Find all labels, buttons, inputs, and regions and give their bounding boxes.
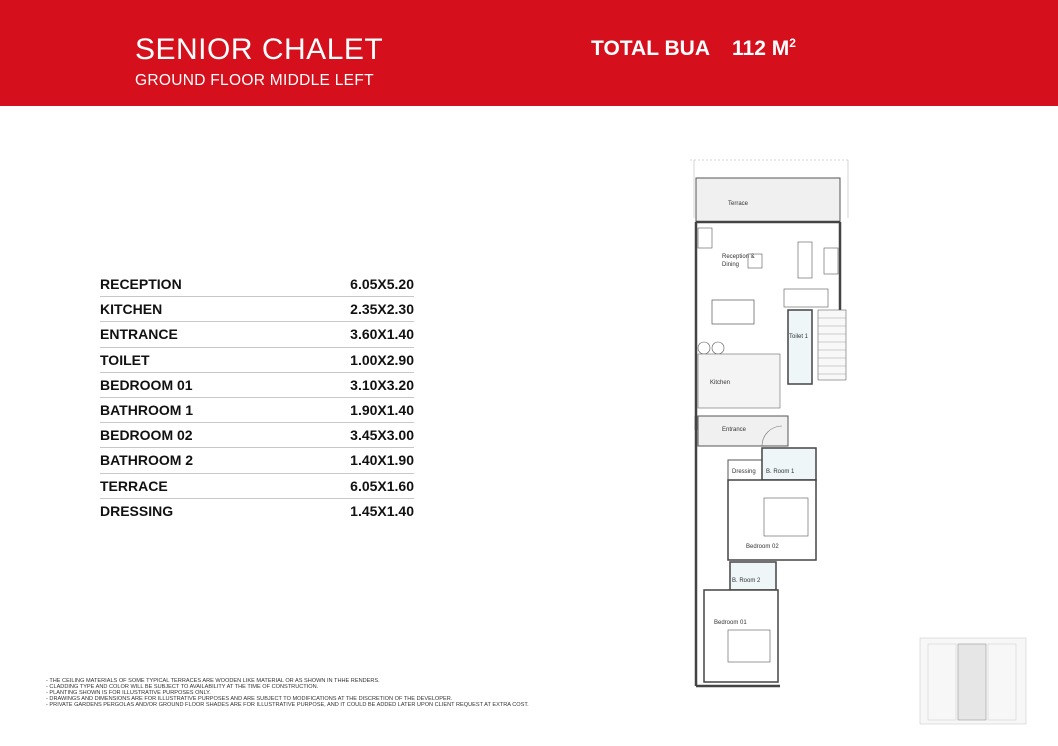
room-name: BEDROOM 02 xyxy=(100,427,193,444)
plan-label-dressing: Dressing xyxy=(732,469,756,475)
toilet-area xyxy=(788,310,812,384)
room-row xyxy=(100,398,414,423)
plan-label-broom1: B. Room 1 xyxy=(766,469,795,475)
disclaimer-notes xyxy=(46,678,529,708)
note-line: - PRIVATE GARDENS PERGOLAS AND/OR GROUND FLOOR SHADES ARE FOR ILLUSTRATIVE PURPOSE, AND IT COULD BE ADDED LATER UPON CLIENT REQUEST AT EXTRA COST. xyxy=(46,702,529,709)
floor-plan-drawing xyxy=(690,158,850,690)
total-bua xyxy=(591,36,796,61)
room-name: BATHROOM 2 xyxy=(100,452,194,469)
room-size: 6.05X1.60 xyxy=(350,477,414,494)
terrace-area xyxy=(696,178,840,222)
note-line: - PLANTING SHOWN IS FOR ILLUSTRATIVE PURPOSES ONLY. xyxy=(46,690,211,697)
bua-value: 112 M xyxy=(732,37,790,60)
room-row xyxy=(100,448,414,473)
room-row xyxy=(100,499,414,523)
staircase xyxy=(818,310,846,380)
room-size: 1.45X1.40 xyxy=(350,502,414,519)
room-size: 3.10X3.20 xyxy=(350,376,414,393)
bathroom1-area xyxy=(762,448,816,480)
plan-label-bedroom2: Bedroom 02 xyxy=(746,544,779,550)
room-size: 1.90X1.40 xyxy=(350,402,414,419)
room-name: BATHROOM 1 xyxy=(100,402,194,419)
plan-label-reception: Reception & xyxy=(722,254,755,260)
plan-label-terrace: Terrace xyxy=(728,201,749,207)
page-subtitle: GROUND FLOOR MIDDLE LEFT xyxy=(135,72,374,89)
key-plan-thumbnail xyxy=(918,636,1028,728)
plan-label-toilet: Toilet 1 xyxy=(789,334,809,340)
plan-label-dining: Dining xyxy=(722,262,740,268)
bathroom2-area xyxy=(730,562,776,590)
room-dimensions-table xyxy=(100,272,414,523)
room-name: DRESSING xyxy=(100,502,174,519)
room-row xyxy=(100,272,414,297)
note-line: - CLADDING TYPE AND COLOR WILL BE SUBJECT TO AVAILABILITY AT THE TIME OF CONSTRUCTION. xyxy=(46,684,319,691)
room-name: TOILET xyxy=(100,351,150,368)
room-row xyxy=(100,373,414,398)
room-row xyxy=(100,423,414,448)
bedroom1-area xyxy=(704,590,778,682)
key-plan-unit-highlight xyxy=(958,644,986,720)
room-row xyxy=(100,297,414,322)
note-line: - THE CEILING MATERIALS OF SOME TYPICAL TERRACES ARE WOODEN LIKE MATERIAL OR AS SHOWN IN THHE RENDERS. xyxy=(46,678,380,684)
room-size: 6.05X5.20 xyxy=(350,276,414,293)
plan-label-broom2: B. Room 2 xyxy=(732,578,761,584)
room-name: BEDROOM 01 xyxy=(100,376,193,393)
room-row xyxy=(100,322,414,347)
room-name: ENTRANCE xyxy=(100,326,178,343)
room-size: 3.45X3.00 xyxy=(350,427,414,444)
page-title: SENIOR CHALET xyxy=(135,33,384,66)
room-row xyxy=(100,348,414,373)
plan-label-kitchen: Kitchen xyxy=(710,380,731,386)
room-size: 2.35X2.30 xyxy=(350,301,414,318)
header-banner xyxy=(0,0,1058,106)
room-name: TERRACE xyxy=(100,477,168,494)
room-row xyxy=(100,474,414,499)
bua-label: TOTAL BUA xyxy=(591,37,710,60)
plan-label-bedroom1: Bedroom 01 xyxy=(714,620,747,626)
room-size: 3.60X1.40 xyxy=(350,326,414,343)
plan-label-entrance: Entrance xyxy=(722,427,747,433)
bua-unit-sup: 2 xyxy=(789,36,796,50)
room-name: RECEPTION xyxy=(100,276,182,293)
room-name: KITCHEN xyxy=(100,301,163,318)
room-size: 1.00X2.90 xyxy=(350,351,414,368)
note-line: - DRAWINGS AND DIMENSIONS ARE FOR ILLUSTRATIVE PURPOSES AND ARE SUBJECT TO MODIFICATIONS AT THE DISCRETION OF THE DEVELOPER. xyxy=(46,696,453,703)
room-size: 1.40X1.90 xyxy=(350,452,414,469)
